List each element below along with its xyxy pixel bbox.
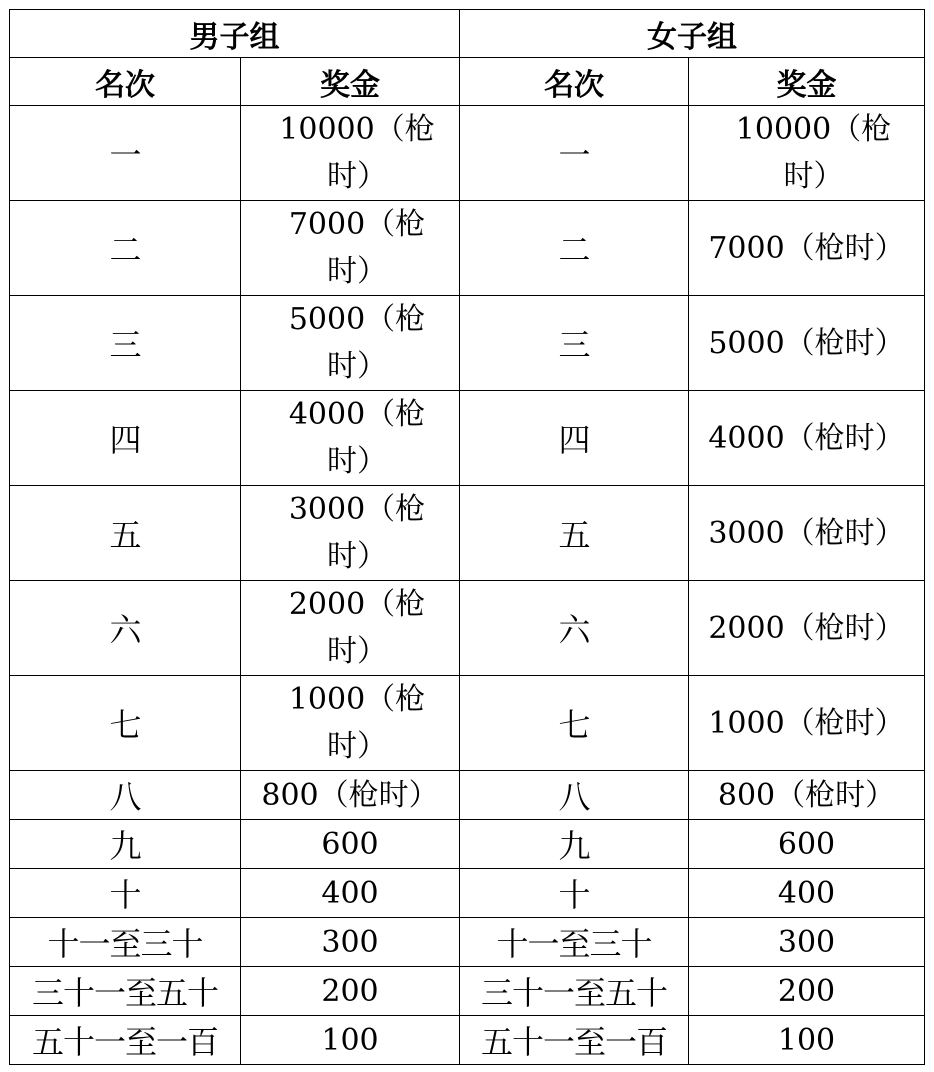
group-header-row bbox=[10, 10, 925, 58]
male-prize-header: 奖金 bbox=[241, 58, 460, 106]
female-prize: 200 bbox=[689, 967, 925, 1016]
male-prize: 4000（枪时） bbox=[241, 391, 460, 486]
female-rank: 三 bbox=[460, 296, 689, 391]
female-prize: 4000（枪时） bbox=[689, 391, 925, 486]
male-prize: 7000（枪时） bbox=[241, 201, 460, 296]
female-prize: 400 bbox=[689, 869, 925, 918]
male-rank: 九 bbox=[10, 820, 241, 869]
female-rank: 六 bbox=[460, 581, 689, 676]
table-row bbox=[10, 771, 925, 820]
female-rank-header: 名次 bbox=[460, 58, 689, 106]
female-prize: 300 bbox=[689, 918, 925, 967]
male-prize: 600 bbox=[241, 820, 460, 869]
female-rank: 五 bbox=[460, 486, 689, 581]
male-group-header: 男子组 bbox=[10, 10, 460, 58]
male-rank: 十 bbox=[10, 869, 241, 918]
male-prize: 800（枪时） bbox=[241, 771, 460, 820]
male-prize: 400 bbox=[241, 869, 460, 918]
table-row bbox=[10, 918, 925, 967]
prize-table bbox=[9, 9, 925, 1065]
female-rank: 八 bbox=[460, 771, 689, 820]
male-prize: 2000（枪时） bbox=[241, 581, 460, 676]
table-row bbox=[10, 820, 925, 869]
female-prize: 3000（枪时） bbox=[689, 486, 925, 581]
male-rank: 三十一至五十 bbox=[10, 967, 241, 1016]
male-prize: 100 bbox=[241, 1016, 460, 1065]
female-prize: 600 bbox=[689, 820, 925, 869]
table-row bbox=[10, 296, 925, 391]
male-prize: 3000（枪时） bbox=[241, 486, 460, 581]
table-row bbox=[10, 201, 925, 296]
female-rank: 七 bbox=[460, 676, 689, 771]
male-rank: 四 bbox=[10, 391, 241, 486]
male-rank: 二 bbox=[10, 201, 241, 296]
table-row bbox=[10, 486, 925, 581]
table-row bbox=[10, 1016, 925, 1065]
table-row bbox=[10, 967, 925, 1016]
female-prize: 2000（枪时） bbox=[689, 581, 925, 676]
column-header-row bbox=[10, 58, 925, 106]
female-rank: 十一至三十 bbox=[460, 918, 689, 967]
female-rank: 五十一至一百 bbox=[460, 1016, 689, 1065]
female-prize: 100 bbox=[689, 1016, 925, 1065]
male-rank: 五 bbox=[10, 486, 241, 581]
female-rank: 十 bbox=[460, 869, 689, 918]
female-prize: 1000（枪时） bbox=[689, 676, 925, 771]
male-rank-header: 名次 bbox=[10, 58, 241, 106]
female-prize: 7000（枪时） bbox=[689, 201, 925, 296]
female-prize: 800（枪时） bbox=[689, 771, 925, 820]
male-prize: 10000（枪时） bbox=[241, 106, 460, 201]
table-row bbox=[10, 676, 925, 771]
female-rank: 九 bbox=[460, 820, 689, 869]
male-rank: 十一至三十 bbox=[10, 918, 241, 967]
table-row bbox=[10, 581, 925, 676]
female-prize: 5000（枪时） bbox=[689, 296, 925, 391]
male-rank: 七 bbox=[10, 676, 241, 771]
male-prize: 5000（枪时） bbox=[241, 296, 460, 391]
male-prize: 300 bbox=[241, 918, 460, 967]
female-rank: 三十一至五十 bbox=[460, 967, 689, 1016]
male-rank: 五十一至一百 bbox=[10, 1016, 241, 1065]
male-rank: 三 bbox=[10, 296, 241, 391]
table-row bbox=[10, 391, 925, 486]
table-row bbox=[10, 869, 925, 918]
female-rank: 一 bbox=[460, 106, 689, 201]
female-rank: 二 bbox=[460, 201, 689, 296]
male-rank: 六 bbox=[10, 581, 241, 676]
male-prize: 200 bbox=[241, 967, 460, 1016]
female-prize: 10000（枪时） bbox=[689, 106, 925, 201]
male-rank: 一 bbox=[10, 106, 241, 201]
female-rank: 四 bbox=[460, 391, 689, 486]
male-rank: 八 bbox=[10, 771, 241, 820]
female-prize-header: 奖金 bbox=[689, 58, 925, 106]
female-group-header: 女子组 bbox=[460, 10, 925, 58]
table-row bbox=[10, 106, 925, 201]
male-prize: 1000（枪时） bbox=[241, 676, 460, 771]
